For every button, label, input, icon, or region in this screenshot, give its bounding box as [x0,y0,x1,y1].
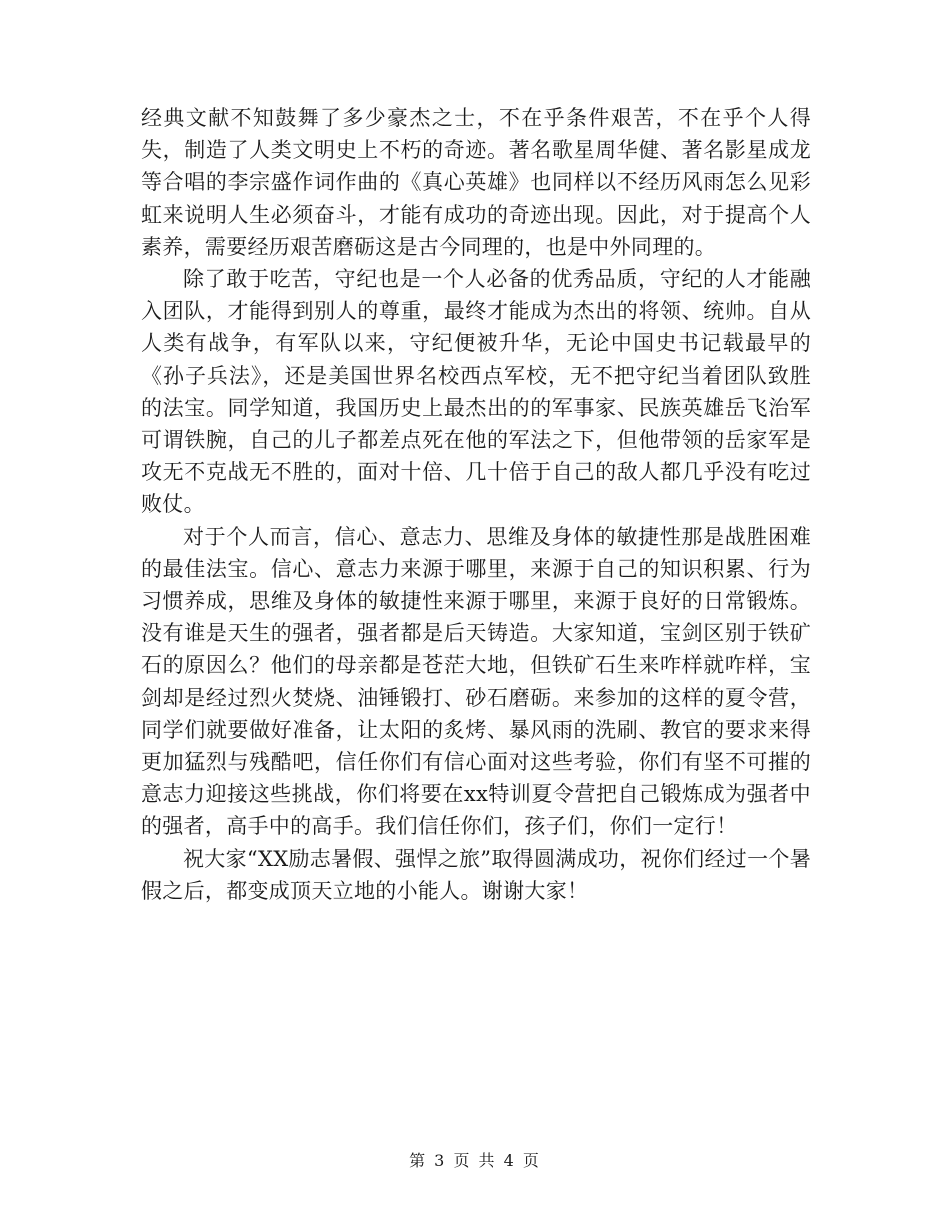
page-number-footer: 第 3 页 共 4 页 [409,1151,541,1170]
paragraph-2: 除了敢于吃苦，守纪也是一个人必备的优秀品质，守纪的人才能融入团队，才能得到别人的尊重，最终才能成为杰出的将领、统帅。自从人类有战争，有军队以来，守纪便被升华，无论中国史书记载最早的《孙子兵法》，还是美国世界名校西点军校，无不把守纪当着团队致胜的法宝。同学知道，我国历史上最杰出的的军事家、民族英雄岳飞治军可谓铁腕，自己的儿子都差点死在他的军法之下，但他带领的岳家军是攻无不克战无不胜的，面对十倍、几十倍于自己的敌人都几乎没有吃过败仗。 [141,267,811,517]
document-body [141,102,811,907]
paragraph-4: 祝大家“XX励志暑假、强悍之旅”取得圆满成功，祝你们经过一个暑假之后，都变成顶天立地的小能人。谢谢大家！ [141,846,811,903]
paragraph-3: 对于个人而言，信心、意志力、思维及身体的敏捷性那是战胜困难的最佳法宝。信心、意志力来源于哪里，来源于自己的知识积累、行为习惯养成，思维及身体的敏捷性来源于哪里，来源于良好的日常锻炼。没有谁是天生的强者，强者都是后天铸造。大家知道，宝剑区别于铁矿石的原因么？他们的母亲都是苍茫大地，但铁矿石生来咋样就咋样，宝剑却是经过烈火焚烧、油锤锻打、砂石磨砺。来参加的这样的夏令营，同学们就要做好准备，让太阳的炙烤、暴风雨的洗刷、教官的要求来得更加猛烈与残酷吧，信任你们有信心面对这些考验，你们有坚不可摧的意志力迎接这些挑战，你们将要在xx特训夏令营把自己锻炼成为强者中的强者，高手中的高手。我们信任你们，孩子们，你们一定行！ [141,524,811,839]
paragraph-1: 经典文献不知鼓舞了多少豪杰之士，不在乎条件艰苦，不在乎个人得失，制造了人类文明史上不朽的奇迹。著名歌星周华健、著名影星成龙等合唱的李宗盛作词作曲的《真心英雄》也同样以不经历风雨怎么见彩虹来说明人生必须奋斗，才能有成功的奇迹出现。因此，对于提高个人素养，需要经历艰苦磨砺这是古今同理的，也是中外同理的。 [141,106,811,259]
